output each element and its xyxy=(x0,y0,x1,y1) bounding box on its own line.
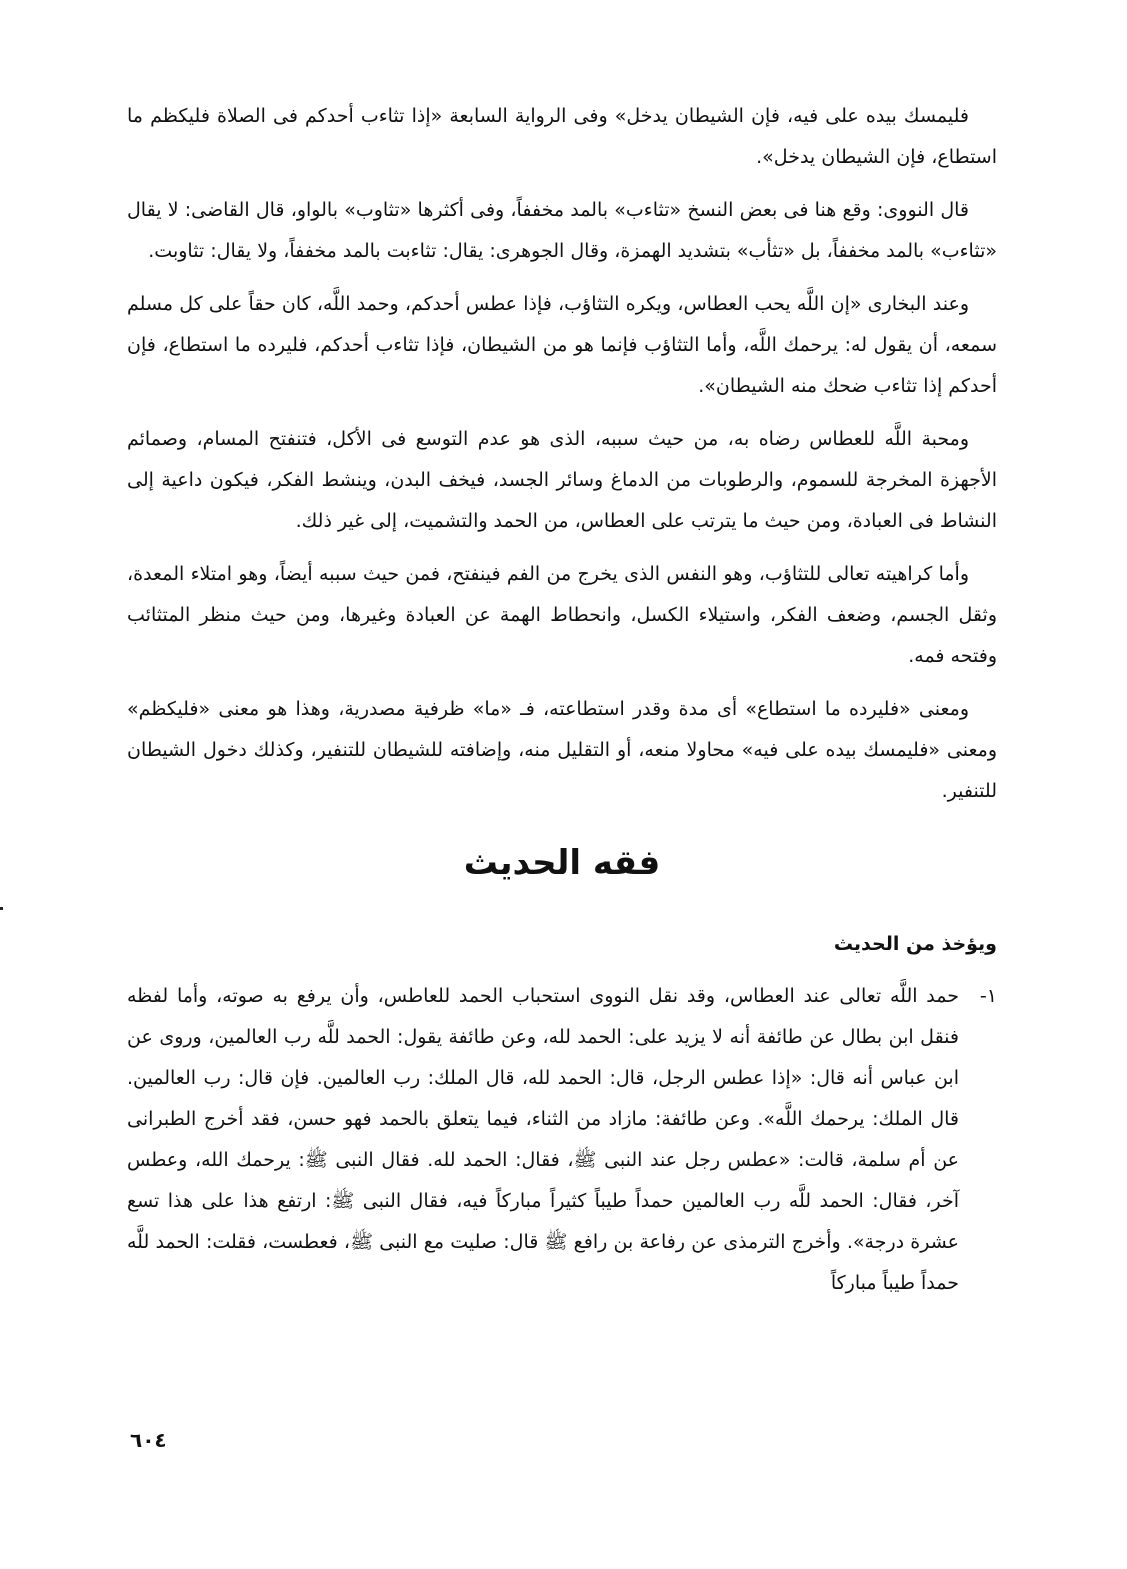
paragraph-1: فليمسك بيده على فيه، فإن الشيطان يدخل» وفى الرواية السابعة «إذا تثاءب أحدكم فى الصلاة فليكظم ما استطاع، فإن الشيطان يدخل». xyxy=(127,105,997,168)
document-page xyxy=(127,96,997,1304)
paragraph-5: وأما كراهيته تعالى للتثاؤب، وهو النفس الذى يخرج من الفم فينفتح، فمن حيث سببه أيضاً، وهو امتلاء المعدة، وثقل الجسم، وضعف الفكر، واستيلاء الكسل، وانحطاط الهمة عن العبادة وغيرها، ومن حيث منظر المتثائب وفتحه فمه. xyxy=(127,563,997,667)
subheading: ويؤخذ من الحديث xyxy=(833,933,997,955)
margin-mark xyxy=(0,907,3,910)
list-item-text: حمد اللَّه تعالى عند العطاس، وقد نقل النووى استحباب الحمد للعاطس، وأن يرفع به صوته، وأما لفظه فنقل ابن بطال عن طائفة أنه لا يزيد على: الحمد لله، وعن طائفة يقول: الحمد للَّه رب العالمين، وروى عن ابن عباس أنه قال: «إذا عطس الرجل، قال: الحمد لله، قال الملك: رب العالمين. فإن قال: رب العالمين. قال الملك: يرحمك اللَّه». وعن طائفة: مازاد من الثناء، فيما يتعلق بالحمد فهو حسن، فقد أخرج الطبرانى عن أم سلمة، قالت: «عطس رجل عند النبى ﷺ، فقال: الحمد لله. فقال النبى ﷺ: يرحمك الله، وعطس آخر، فقال: الحمد للَّه رب العالمين حمداً طيباً كثيراً مباركاً فيه، فقال النبى ﷺ: ارتفع هذا على هذا تسع عشرة درجة». وأخرج الترمذى عن رفاعة بن رافع ﷺ قال: صليت مع النبى ﷺ، فعطست، فقلت: الحمد للَّه حمداً طيباً مباركاً xyxy=(127,985,959,1294)
paragraph-3: وعند البخارى «إن اللَّه يحب العطاس، ويكره التثاؤب، فإذا عطس أحدكم، وحمد اللَّه، كان حقاً على كل مسلم سمعه، أن يقول له: يرحمك اللَّه، وأما التثاؤب فإنما هو من الشيطان، فإذا تثاءب أحدكم، فليرده ما استطاع، فإن أحدكم إذا تثاءب ضحك منه الشيطان». xyxy=(127,293,997,397)
paragraph-2: قال النووى: وقع هنا فى بعض النسخ «تثاءب» بالمد مخففاً، وفى أكثرها «تثاوب» بالواو، قال القاضى: لا يقال «تثاءب» بالمد مخففاً، بل «تثأب» بتشديد الهمزة، وقال الجوهرى: يقال: تثاءبت بالمد مخففاً، ولا يقال: تثاوبت. xyxy=(127,199,997,262)
paragraph-6: ومعنى «فليرده ما استطاع» أى مدة وقدر استطاعته، فـ «ما» ظرفية مصدرية، وهذا هو معنى «فليكظم» ومعنى «فليمسك بيده على فيه» محاولا منعه، أو التقليل منه، وإضافته للشيطان للتنفير، وكذلك دخول الشيطان للتنفير. xyxy=(127,698,997,802)
paragraph-4: ومحبة اللَّه للعطاس رضاه به، من حيث سببه، الذى هو عدم التوسع فى الأكل، فتنفتح المسام، وصمائم الأجهزة المخرجة للسموم، والرطوبات من الدماغ وسائر الجسد، فيخف البدن، وينشط الفكر، فيكون داعية إلى النشاط فى العبادة، ومن حيث ما يترتب على العطاس، من الحمد والتشميت، إلى غير ذلك. xyxy=(127,428,997,532)
page-number: ٦٠٤ xyxy=(130,1428,167,1452)
list-item-number: ١- xyxy=(979,985,997,1007)
list-item xyxy=(127,976,997,1304)
section-title: فقه الحديث xyxy=(463,843,661,883)
